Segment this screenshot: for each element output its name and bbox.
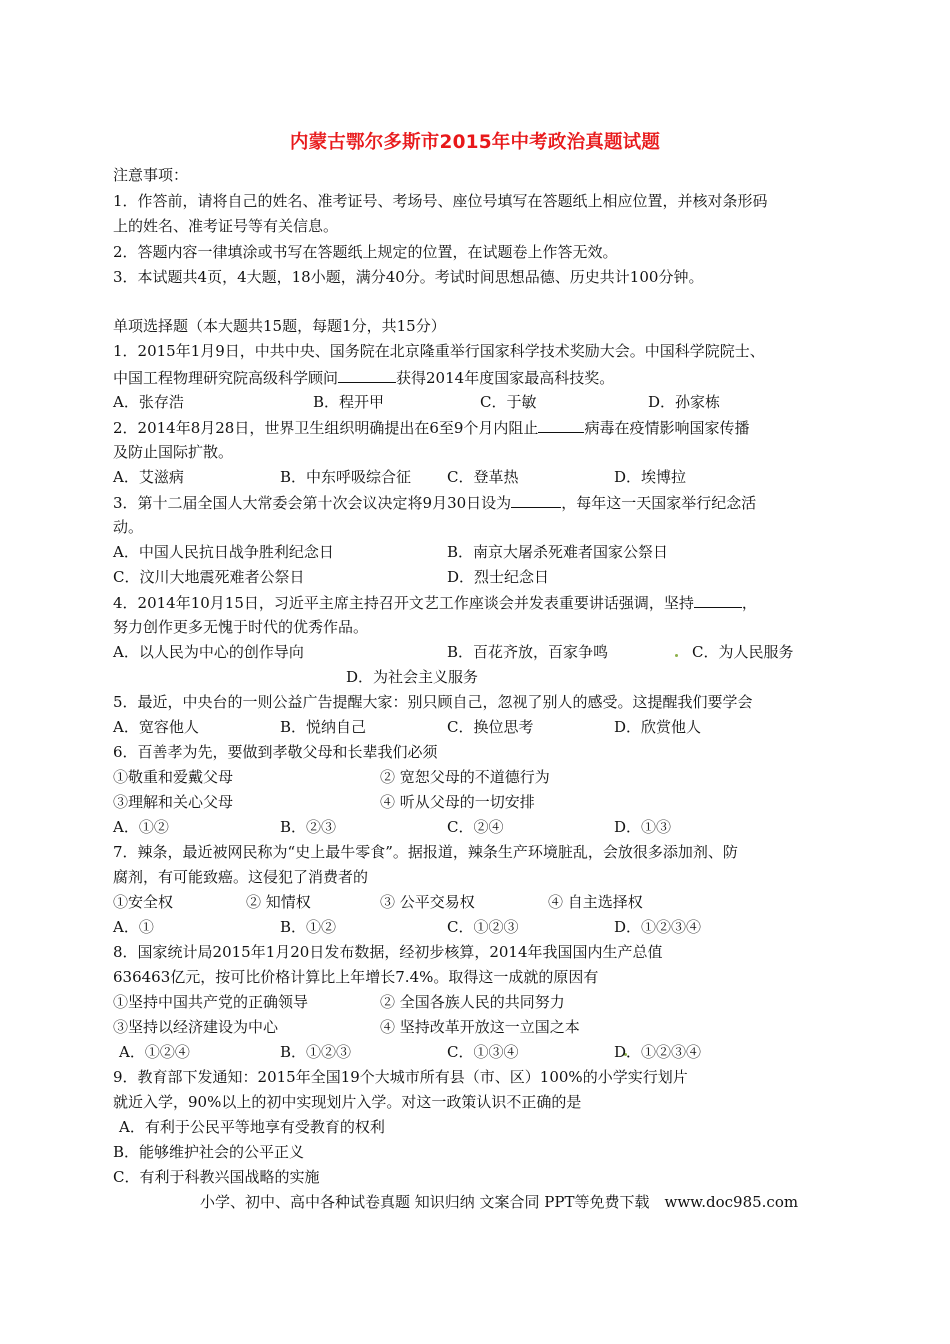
q4-option-c: C．为人民服务	[692, 643, 794, 661]
q7-option-c: C．①②③	[447, 918, 519, 936]
q1-stem-cont	[113, 367, 614, 388]
q8-statement-1: ①坚持中国共产党的正确领导	[113, 993, 309, 1011]
q1-option-d: D．孙家栋	[648, 393, 721, 411]
q4-option-d: D．为社会主义服务	[346, 668, 479, 686]
q1-stem-part2: 获得2014年度国家最高科技奖。	[396, 369, 615, 387]
q6-statement-4: ④ 听从父母的一切安排	[380, 793, 535, 811]
q6-statement-1: ①敬重和爱戴父母	[113, 768, 234, 786]
q7-statement-4: ④ 自主选择权	[548, 893, 643, 911]
q7-stem-cont: 腐剂，有可能致癌。这侵犯了消费者的	[113, 868, 369, 886]
q6-option-c: C．②④	[447, 818, 504, 836]
q1-stem: 1．2015年1月9日，中共中央、国务院在北京隆重举行国家科学技术奖励大会。中国科学院院士、	[113, 342, 765, 360]
q7-option-d: D．①②③④	[614, 918, 702, 936]
q6-stem: 6．百善孝为先，要做到孝敬父母和长辈我们必须	[113, 743, 438, 761]
q2-option-a: A．艾滋病	[113, 468, 184, 486]
q2-stem	[113, 417, 749, 438]
q7-stem: 7．辣条，最近被网民称为“史上最牛零食”。据报道，辣条生产环境脏乱，会放很多添加剂、防	[113, 843, 738, 861]
q3-stem	[113, 492, 756, 513]
q9-option-a: A．有利于公民平等地享有受教育的权利	[119, 1118, 385, 1136]
q5-option-a: A．宽容他人	[113, 718, 199, 736]
q5-stem: 5．最近，中央台的一则公益广告提醒大家：别只顾自己，忽视了别人的感受。这提醒我们要学会	[113, 693, 753, 711]
notice-line-1: 1．作答前，请将自己的姓名、准考证号、考场号、座位号填写在答题纸上相应位置，并核对条形码	[113, 192, 768, 210]
stray-dot	[675, 654, 678, 657]
q8-option-a: A．①②④	[119, 1043, 190, 1061]
q8-option-d: D．①②③④	[614, 1043, 702, 1061]
q5-option-c: C．换位思考	[447, 718, 534, 736]
notice-line-3: 3．本试题共4页，4大题，18小题，满分40分。考试时间思想品德、历史共计100分钟。	[113, 268, 704, 286]
q8-stem-cont: 636463亿元，按可比价格计算比上年增长7.4%。取得这一成就的原因有	[113, 968, 599, 986]
q2-stem-part1: 2．2014年8月28日，世界卫生组织明确提出在6至9个月内阻止	[113, 419, 539, 437]
q3-stem-cont: 动。	[113, 518, 144, 536]
q4-stem-cont: 努力创作更多无愧于时代的优秀作品。	[113, 618, 369, 636]
q7-statement-1: ①安全权	[113, 893, 174, 911]
q1-blank	[338, 367, 396, 383]
page-footer: 小学、初中、高中各种试卷真题 知识归纳 文案合同 PPT等免费下载 www.doc985.com	[200, 1193, 799, 1211]
q3-stem-part1: 3．第十二届全国人大常委会第十次会议决定将9月30日设为	[113, 494, 512, 512]
q3-option-b: B．南京大屠杀死难者国家公祭日	[447, 543, 669, 561]
q2-stem-cont: 及防止国际扩散。	[113, 443, 234, 461]
q7-option-b: B．①②	[280, 918, 337, 936]
q8-statement-4: ④ 坚持改革开放这一立国之本	[380, 1018, 580, 1036]
q2-option-c: C．登革热	[447, 468, 519, 486]
q6-statement-2: ② 宽恕父母的不道德行为	[380, 768, 550, 786]
q8-option-c: C．①③④	[447, 1043, 519, 1061]
q9-option-c: C．有利于科教兴国战略的实施	[113, 1168, 320, 1186]
q4-option-a: A．以人民为中心的创作导向	[113, 643, 304, 661]
q2-blank	[538, 417, 584, 433]
q3-option-d: D．烈士纪念日	[447, 568, 550, 586]
q4-stem	[113, 592, 757, 613]
q8-statement-2: ② 全国各族人民的共同努力	[380, 993, 565, 1011]
q9-stem-cont: 就近入学，90%以上的初中实现划片入学。对这一政策认识不正确的是	[113, 1093, 582, 1111]
q1-stem-part1: 中国工程物理研究院高级科学顾问	[113, 369, 339, 387]
q9-option-b: B．能够维护社会的公平正义	[113, 1143, 305, 1161]
q6-option-b: B．②③	[280, 818, 337, 836]
q7-statement-3: ③ 公平交易权	[380, 893, 475, 911]
q4-option-b: B．百花齐放，百家争鸣	[447, 643, 609, 661]
section-heading: 单项选择题（本大题共15题，每题1分，共15分）	[113, 317, 446, 335]
q7-option-a: A．①	[113, 918, 154, 936]
q6-statement-3: ③理解和关心父母	[113, 793, 234, 811]
q5-option-d: D．欣赏他人	[614, 718, 702, 736]
q1-option-a: A．张存浩	[113, 393, 184, 411]
q1-option-b: B．程开甲	[313, 393, 385, 411]
q7-statement-2: ② 知情权	[246, 893, 311, 911]
q2-stem-part2: 病毒在疫情影响国家传播	[584, 419, 750, 437]
page-title: 内蒙古鄂尔多斯市2015年中考政治真题试题	[289, 132, 661, 153]
q3-option-a: A．中国人民抗日战争胜利纪念日	[113, 543, 334, 561]
q4-stem-part1: 4．2014年10月15日，习近平主席主持召开文艺工作座谈会并发表重要讲话强调，坚持	[113, 594, 694, 612]
q2-option-b: B．中东呼吸综合征	[280, 468, 412, 486]
q8-statement-3: ③坚持以经济建设为中心	[113, 1018, 279, 1036]
notice-line-1-cont: 上的姓名、准考证号等有关信息。	[113, 217, 339, 235]
q4-stem-part2: ，	[741, 594, 757, 612]
q5-option-b: B．悦纳自己	[280, 718, 367, 736]
q1-option-c: C．于敏	[480, 393, 537, 411]
notice-heading: 注意事项：	[113, 166, 189, 184]
q8-option-b: B．①②③	[280, 1043, 352, 1061]
q3-blank	[511, 492, 561, 508]
q8-stem: 8．国家统计局2015年1月20日发布数据，经初步核算，2014年我国国内生产总值	[113, 943, 663, 961]
notice-line-2: 2．答题内容一律填涂或书写在答题纸上规定的位置，在试题卷上作答无效。	[113, 243, 618, 261]
q9-stem: 9．教育部下发通知：2015年全国19个大城市所有县（市、区）100%的小学实行划片	[113, 1068, 688, 1086]
q6-option-d: D．①③	[614, 818, 672, 836]
q4-blank	[694, 592, 742, 608]
q3-stem-part2: ，每年这一天国家举行纪念活	[561, 494, 757, 512]
q3-option-c: C．汶川大地震死难者公祭日	[113, 568, 305, 586]
q6-option-a: A．①②	[113, 818, 169, 836]
q2-option-d: D．埃博拉	[614, 468, 687, 486]
